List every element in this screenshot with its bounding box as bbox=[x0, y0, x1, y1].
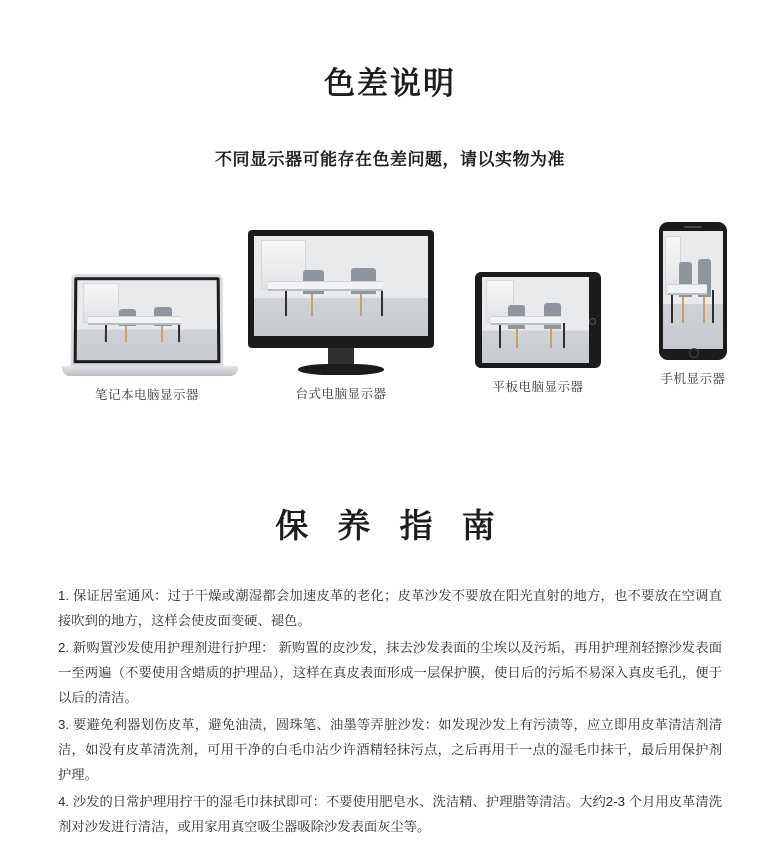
chair-shape bbox=[544, 303, 561, 329]
chair-leg bbox=[125, 326, 127, 342]
chair-shape bbox=[351, 268, 375, 294]
chair-leg bbox=[682, 297, 684, 323]
chair-shape bbox=[698, 259, 711, 297]
care-paragraph: 2. 新购置沙发使用护理剂进行护理： 新购置的皮沙发，抹去沙发表面的尘埃以及污垢，再用护理剂轻擦沙发表面一至两遍（不要使用含蜡质的护理品），这样在真皮表面形成一层保护膜，使日后的污垢不易深入真皮毛孔，便于以后的清洁。 bbox=[58, 640, 722, 705]
table-leg bbox=[285, 288, 287, 316]
chair-leg bbox=[550, 329, 552, 348]
laptop-screen-frame bbox=[71, 274, 224, 366]
care-paragraph: 4. 沙发的日常护理用拧干的湿毛巾抹拭即可：不要使用肥皂水、洗洁精、护理腊等清洁。大约2-3 个月用皮革清洗剂对沙发进行清洁，或用家用真空吸尘器吸除沙发表面灰尘等。 bbox=[58, 794, 722, 834]
chair-shape bbox=[508, 305, 525, 329]
chair-leg bbox=[703, 297, 705, 323]
chair-shape bbox=[119, 309, 136, 327]
page-title-color-difference: 色差说明 bbox=[324, 66, 456, 101]
table-leg bbox=[178, 322, 180, 343]
device-caption-laptop: 笔记本电脑显示器 bbox=[94, 388, 199, 402]
device-tablet bbox=[472, 272, 604, 395]
laptop-base bbox=[62, 366, 238, 376]
chair-leg bbox=[161, 326, 163, 342]
color-difference-note: 不同显示器可能存在色差问题，请以实物为准 bbox=[215, 150, 565, 169]
table-leg bbox=[381, 288, 383, 316]
page-title-care-guide: 保 养 指 南 bbox=[275, 507, 505, 544]
chair-leg bbox=[516, 329, 518, 348]
table-leg bbox=[712, 290, 714, 323]
device-illustration-row bbox=[0, 222, 780, 412]
monitor-neck bbox=[328, 348, 354, 364]
tablet-screen-image bbox=[482, 277, 589, 363]
phone-screen-frame bbox=[659, 222, 727, 360]
phone-screen-image bbox=[663, 231, 723, 349]
monitor-foot bbox=[298, 364, 384, 375]
table-leg bbox=[563, 323, 565, 347]
care-paragraph: 1. 保证居室通风：过于干燥或潮湿都会加速皮革的老化；皮革沙发不要放在阳光直射的地方，也不要放在空调直接吹到的地方，这样会使皮面变硬、褪色。 bbox=[58, 588, 722, 628]
device-caption-phone: 手机显示器 bbox=[660, 372, 726, 386]
device-caption-tablet: 平板电脑显示器 bbox=[492, 380, 584, 394]
device-caption-desktop: 台式电脑显示器 bbox=[295, 387, 387, 401]
monitor-screen-frame bbox=[248, 230, 434, 348]
chair-shape bbox=[154, 307, 172, 326]
laptop-screen-image bbox=[77, 280, 218, 360]
device-laptop bbox=[62, 274, 232, 403]
care-guide-text bbox=[58, 583, 722, 839]
care-paragraph: 3. 要避免利器划伤皮革，避免油渍，圆珠笔、油墨等弄脏沙发：如发现沙发上有污渍等，应立即用皮革清洁剂清洁，如没有皮革清洗剂，可用干净的白毛巾沾少许酒精轻抹污点，之后再用干一点的湿毛巾抹干，最后用保护剂护理。 bbox=[58, 717, 722, 782]
device-phone bbox=[650, 222, 736, 387]
table-leg bbox=[671, 290, 673, 323]
table-leg bbox=[105, 322, 107, 343]
chair-leg bbox=[311, 294, 313, 316]
tablet-screen-frame bbox=[475, 272, 601, 368]
monitor-screen-image bbox=[254, 236, 428, 336]
chair-shape bbox=[303, 270, 324, 294]
chair-leg bbox=[360, 294, 362, 316]
table-leg bbox=[499, 323, 501, 347]
chair-shape bbox=[679, 262, 692, 297]
device-desktop bbox=[246, 230, 436, 402]
